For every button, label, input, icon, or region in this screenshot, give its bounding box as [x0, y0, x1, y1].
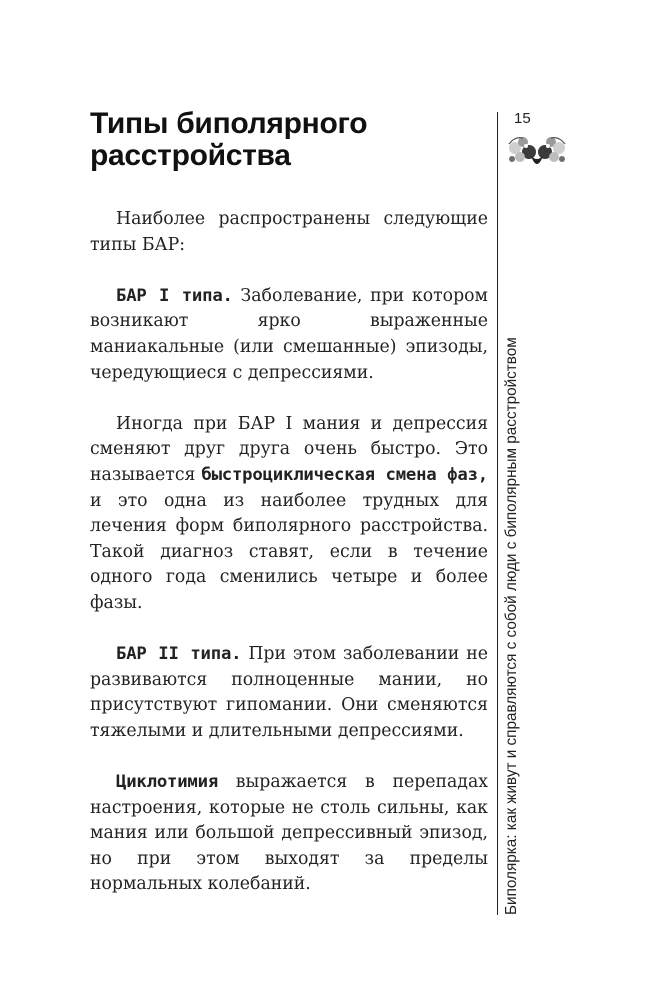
- cyclo-text: выражается в перепадах настроения, которые не столь сильны, как мания или большой депрессивный эпизод, но при этом выходят за пределы нормальных колебаний.: [90, 772, 488, 895]
- cyclo-term: Циклотимия: [116, 772, 219, 793]
- intro-text: Наиболее распространены следующие типы БАР:: [90, 209, 488, 255]
- rapid-text-1: Иногда при БАР I мания и депрессия сменяют друг друга очень быстро. Это называется: [90, 413, 488, 485]
- decorative-swirl-ornament-icon: [505, 132, 569, 174]
- bar2-text: При этом заболевании не развиваются полноценные мании, но присутствуют гипомании. Они сменяются тяжелыми и длительными депрессиями.: [90, 644, 488, 741]
- paragraph-bar2: [90, 642, 488, 744]
- paragraph-intro: [90, 207, 488, 258]
- page-number: 15: [514, 110, 531, 127]
- vertical-rule: [497, 112, 498, 915]
- bar2-term: БАР II типа.: [116, 644, 242, 665]
- body-text: [90, 207, 488, 924]
- bar1-term: БАР I типа.: [116, 285, 233, 306]
- section-title: Типы биполярного расстройства: [90, 107, 368, 172]
- running-head: Биполярка: как живут и справляются с собой люди с биполярным расстройством: [503, 337, 520, 915]
- paragraph-cyclothymia: [90, 770, 488, 898]
- rapid-term: быстроциклическая смена фаз,: [201, 464, 488, 485]
- bar1-text: Заболевание, при котором возникают ярко выраженные маниакальные (или смешанные) эпизоды, чередующиеся с депрессиями.: [90, 285, 488, 383]
- rapid-text-2: и это одна из наиболее трудных для лечения форм биполярного расстройства. Такой диагноз ставят, если в течение одного года сменились четыре и более фазы.: [90, 490, 488, 613]
- paragraph-bar1: [90, 284, 488, 386]
- paragraph-rapid-cycling: [90, 412, 488, 617]
